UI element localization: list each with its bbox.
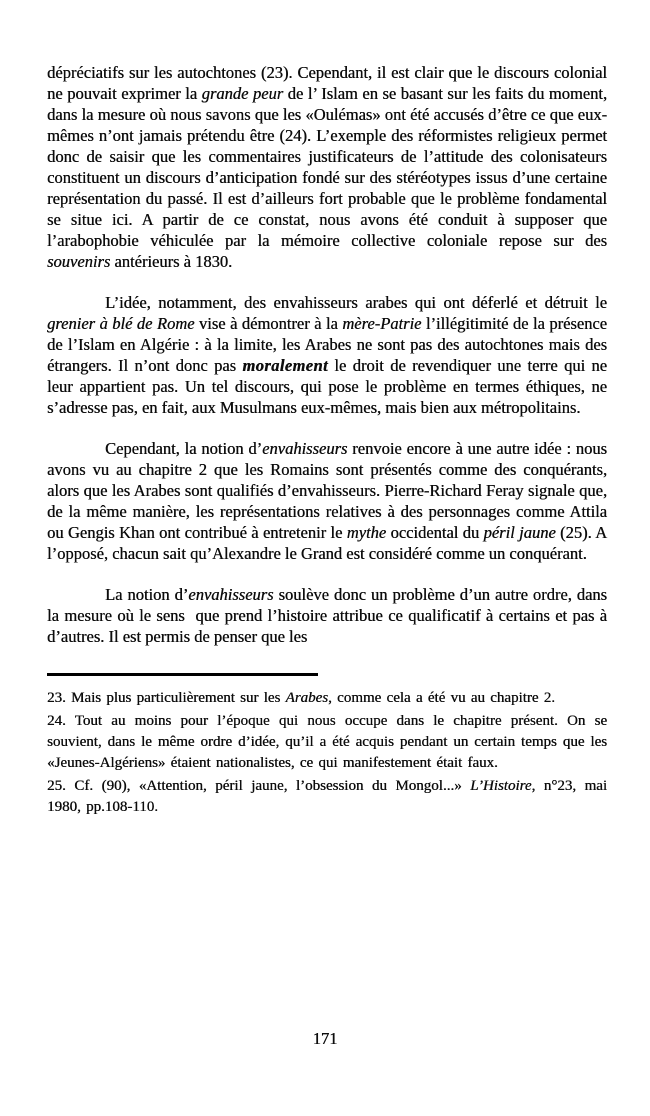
text-run: Cependant, la notion d’ [105, 439, 263, 458]
paragraph-1 [47, 62, 607, 272]
text-run: renvoie encore à une autre idée : nous avons vu au chapitre 2 que les Romains sont présentés comme des conquérants, alors que les Arabes sont qualifiés d’envahisseurs. Pierre-Richard Feray signale que, de la même manière, les représentations relatives à des personnages comme Attila ou Gengis Khan ont contribué à entretenir le [47, 439, 607, 542]
text-run: l’illégitimité de la présence de l’Islam en Algérie : à la limite, les Arabes ne sont pas des autochtones mais des étrangers. Il n’ont donc pas [47, 314, 607, 375]
text-run-italic: grande peur [201, 84, 284, 103]
text-run-italic: mythe [346, 523, 387, 542]
paragraph-3 [47, 438, 607, 564]
footnote-23 [47, 688, 607, 709]
footnote-24 [47, 711, 607, 774]
text-run: , n°23, mai 1980, pp.108-110. [47, 778, 607, 815]
text-run-italic: péril jaune [483, 523, 556, 542]
footnotes-block [47, 688, 607, 818]
footnote-25 [47, 776, 607, 818]
paragraph-2 [47, 292, 607, 418]
text-run: , comme cela a été vu au chapitre 2. [328, 690, 555, 706]
text-run: La notion d’ [105, 585, 189, 604]
text-run: 23. Mais plus particulièrement sur les [47, 690, 286, 706]
text-run: occidental du [386, 523, 484, 542]
text-run: le droit de revendiquer une terre qui ne leur appartient pas. Un tel discours, qui pose le problème en termes éthiques, ne s’adresse pas, en fait, aux Musulmans eux-mêmes, mais bien aux métropolitains. [47, 356, 607, 417]
text-run: (25). A l’opposé, chacun sait qu’Alexandre le Grand est considéré comme un conquérant. [47, 523, 608, 563]
text-run: 24. Tout au moins pour l’époque qui nous occupe dans le chapitre présent. On se souvient, dans le même ordre d’idée, qu’il a été acquis pendant un certain temps que les «Jeunes-Algériens» étaient nationalistes, ce qui manifestement était faux. [47, 713, 607, 771]
text-run-italic: Arabes [285, 690, 329, 706]
text-run: 25. Cf. (90), «Attention, péril jaune, l’obsession du Mongol...» [47, 778, 471, 794]
body-text [47, 62, 607, 647]
text-run: antérieurs à 1830. [110, 252, 233, 271]
page-number: 171 [312, 1029, 338, 1048]
text-run: soulève donc un problème d’un autre ordre, dans la mesure où le sens que prend l’histoire attribue ce qualificatif à certains et pas à d’autres. Il est permis de penser que les [47, 585, 607, 646]
text-run-italic: mère-Patrie [342, 314, 422, 333]
footnote-separator-rule [47, 673, 318, 676]
text-run-italic: L’Histoire [470, 778, 532, 794]
text-run-italic: grenier à blé de Rome [47, 314, 195, 333]
text-run-italic: envahisseurs [188, 585, 274, 604]
paragraph-4 [47, 584, 607, 647]
text-run: vise à démontrer à la [194, 314, 343, 333]
text-run-bold-italic: moralement [242, 356, 328, 375]
text-run-italic: envahisseurs [262, 439, 348, 458]
text-run-italic: souvenirs [47, 252, 111, 271]
text-run: L’idée, notamment, des envahisseurs arabes qui ont déferlé et détruit le [105, 293, 607, 312]
text-run: dépréciatifs sur les autochtones (23). Cependant, il est clair que le discours colonial ne pouvait exprimer la [47, 63, 607, 103]
text-run: de l’ Islam en se basant sur les faits du moment, dans la mesure où nous savons que les «Oulémas» ont été accusés d’être ce que eux-mêmes n’ont jamais prétendu être (24). L’exemple des réformistes religieux permet donc de saisir que les commentaires justificateurs de l’attitude des colonisateurs constituent un discours d’anticipation fondé sur des stéréotypes issus d’une certaine représentation du passé. Il est d’ailleurs fort probable que le problème fondamental se situe ici. A partir de ce constat, nous avons été conduit à supposer que l’arabophobie véhiculée par la mémoire collective coloniale repose sur des [47, 84, 607, 250]
